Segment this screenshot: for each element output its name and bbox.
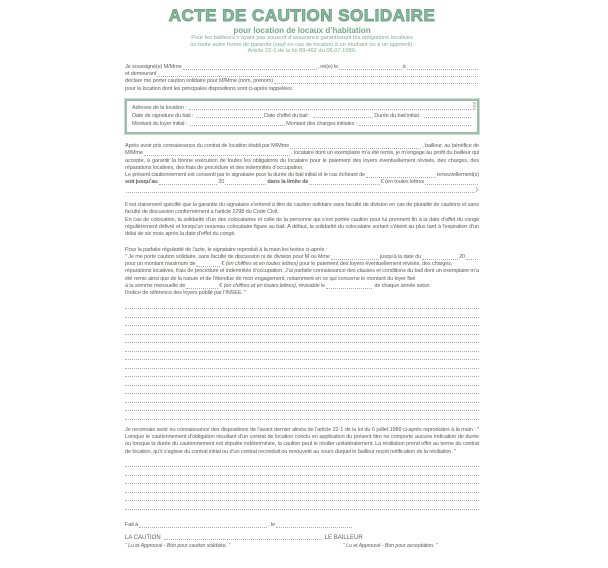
field-label: à	[402, 63, 406, 70]
text-run: En cas de colocation, la solidarité d’un des colocataires et celle de la personne qui s’est portée caution pour lui prennent fin à la date d’effet du congé régulièrement délivré et lorsqu’un nouveau colocataire figure au bail. A défaut, la solidarité du colocataire sortant s’éteint au plus tard à l’expiration d’un délai de six mois après la date d’effet du congé.	[125, 216, 479, 238]
ruled-line	[125, 501, 479, 510]
fill-in-dots	[126, 192, 475, 193]
fill-in-dots	[466, 259, 478, 260]
caution-approval-quote: " Lu et Approuvé - Bon pour caution solidaire. "	[125, 542, 231, 549]
signature-footer	[125, 522, 479, 549]
ruled-line	[125, 403, 479, 412]
text-block	[125, 202, 479, 217]
fill-in-line	[125, 261, 479, 268]
caution-label: LA CAUTION	[125, 535, 161, 542]
field-label: Date de signature du bail :	[132, 112, 195, 119]
text-block	[125, 247, 479, 254]
fill-in-dots	[407, 69, 478, 70]
text-block	[125, 86, 479, 93]
fill-in-line	[125, 187, 479, 194]
approval-quotes-row	[125, 543, 479, 549]
text-run: l’indice de référence des loyers publié par l’INSEE. "	[125, 290, 247, 297]
document-header	[125, 0, 479, 55]
fill-in-dots	[274, 83, 478, 84]
fill-in-dots	[339, 69, 402, 70]
fill-in-dots	[157, 76, 478, 77]
ruled-line	[125, 360, 479, 369]
field-label: à la somme mensuelle de	[125, 283, 186, 290]
fait-a-line	[125, 522, 479, 529]
field-label: , locataire dont un exemplaire m’a été remis, je m’engage au profit du bailleur qui	[291, 150, 479, 157]
fill-in-dots	[359, 125, 471, 126]
fill-in-dots	[290, 148, 421, 149]
document-title: ACTE DE CAUTION SOLIDAIRE	[168, 6, 436, 25]
form-reference-vertical: 804	[471, 101, 477, 111]
header-note-2: ou toute autre forme de garantie (sauf en cas de location à un étudiant ou à un apprenti).	[190, 41, 414, 48]
field-label: , né(e) le	[317, 63, 339, 70]
fill-in-dots	[190, 125, 286, 126]
engagement-paragraph	[125, 143, 479, 194]
field-label: € (en toutes lettres	[380, 179, 425, 186]
field-label: 20	[459, 253, 465, 260]
fill-in-dots	[331, 259, 379, 260]
lease-details-box	[125, 99, 479, 134]
field-label: M/Mme	[125, 150, 143, 157]
fill-in-line	[125, 172, 479, 179]
field-label: de chaque année selon	[373, 283, 430, 290]
fill-in-dots	[189, 109, 471, 110]
fill-in-dots	[196, 117, 263, 118]
field-label: " Je me porte caution solidaire, sans faculté de discussion ni de division pour M ou Mme	[125, 253, 330, 260]
field-label: Je soussigné(e) M/Mme	[125, 63, 182, 70]
field-label: Fait à	[125, 521, 139, 528]
fill-in-dots	[186, 288, 218, 289]
text-run: réparations locatives, frais de procédure et indemnités d’occupation. J’ai parfaite connaissance des clauses et conditions du bail dont un exemplaire m’a été remis ainsi que de la nature et de l’étendue de mon engagement, notamment en ce qui concerne le montant du loyer fixé	[125, 268, 479, 282]
intro-paragraph	[125, 64, 479, 93]
field-label: , le	[268, 521, 275, 528]
field-label: , bailleur, au bénéfice de	[422, 142, 479, 149]
field-label: déclare me porter caution solidaire pour M/Mme (nom, prénom)	[125, 78, 273, 85]
fill-in-dots	[422, 259, 458, 260]
fill-in-line	[125, 254, 479, 261]
ruled-line	[125, 394, 479, 403]
text-run: Il est clairement spécifié que la garantie du signataire s’entend à titre de caution solidaire sans faculté de division en cas de pluralité de cautions et sans faculté de discussion conformément à l’article 2298 du Code Civil.	[125, 202, 479, 216]
article-22-notice-paragraph	[125, 427, 479, 456]
field-label: , révisable le	[295, 283, 325, 290]
field-label: renouvellement(s)	[436, 172, 479, 179]
ruled-line	[125, 493, 479, 502]
fill-in-line	[125, 71, 479, 78]
ruled-line	[125, 326, 479, 335]
ruled-line	[125, 352, 479, 361]
field-label: Adresse de la location :	[132, 104, 188, 111]
ruled-line	[125, 309, 479, 318]
handwriting-area-1	[125, 301, 479, 420]
text-block	[125, 290, 479, 297]
fill-in-dots	[225, 184, 266, 185]
fill-in-line	[125, 179, 479, 186]
text-block	[125, 427, 479, 456]
fill-in-dots	[326, 288, 372, 289]
bailleur-approval-quote: " Lu et Approuvé - Bon pour acceptation. "	[343, 542, 438, 549]
header-note-3: Article 22-1 de la loi 89-462 du 06.07.1989.	[247, 48, 357, 55]
fill-in-line	[125, 150, 479, 157]
fill-in-dots	[309, 184, 379, 185]
fill-in-dots	[425, 184, 478, 185]
text-run: accepte, à garantir la bonne exécution de toutes les obligations du locataire pour le paiement des loyers éventuellement révisés, des charges, des réparations locatives, des frais de procédure et des indemnités d’occupation.	[125, 157, 479, 171]
fill-in-line	[125, 283, 479, 290]
fill-in-line	[132, 104, 472, 112]
fill-in-line	[125, 522, 479, 529]
fill-in-line	[132, 120, 472, 128]
field-label: pour le paiement des loyers éventuellement révisés, des charges,	[297, 261, 453, 268]
field-label: dans la limite de	[267, 179, 309, 186]
field-label: (en chiffres et en toutes lettres)	[225, 261, 298, 268]
fill-in-dots	[144, 155, 290, 156]
signature-labels-row	[125, 533, 479, 541]
ruled-line	[125, 476, 479, 485]
fill-in-line	[125, 143, 479, 150]
text-run: Pour la parfaite régularité de l’acte, le signataire reproduit à la main les textes ci-après :	[125, 246, 327, 253]
fill-in-dots	[183, 69, 317, 70]
text-block	[125, 217, 479, 239]
fill-in-dots	[313, 117, 374, 118]
ruled-line	[125, 459, 479, 468]
field-label: Montant du loyer initial :	[132, 120, 189, 127]
field-label: Date d’effet du bail :	[263, 112, 312, 119]
field-label: €	[221, 261, 226, 268]
fill-in-dots	[424, 117, 471, 118]
field-label: jusqu’à la date du	[379, 253, 422, 260]
ruled-line	[125, 335, 479, 344]
handwritten-text-paragraph	[125, 247, 479, 298]
field-label: soit jusqu’au	[125, 179, 158, 186]
signature-fill-dots	[164, 539, 322, 540]
ruled-line	[125, 377, 479, 386]
fill-in-dots	[196, 266, 220, 267]
ruled-line	[125, 343, 479, 352]
document-subtitle: pour location de locaux d’habitation	[233, 26, 371, 35]
header-note-1: Pour les bailleurs n’ayant pas souscrit d’assurance garantissant les obligations locatives	[191, 35, 413, 41]
fill-in-dots	[276, 527, 352, 528]
field-label: Après avoir pris connaissance du contrat de location établi par M/Mme	[125, 142, 290, 149]
bailleur-label: LE BAILLEUR	[324, 535, 363, 542]
field-label: et demeurant	[125, 71, 157, 78]
ruled-line	[125, 411, 479, 420]
text-run: pour la location dont les principales dispositions sont ci-après rappelées.	[125, 85, 294, 92]
field-label: Durée du bail initial :	[374, 112, 423, 119]
fill-in-line	[125, 64, 479, 71]
ruled-line	[125, 369, 479, 378]
fill-in-line	[132, 112, 472, 120]
ruled-line	[125, 467, 479, 476]
ruled-line	[125, 484, 479, 493]
field-label: €	[219, 283, 224, 290]
ruled-line	[125, 318, 479, 327]
text-block	[125, 158, 479, 173]
field-label: ).	[475, 186, 479, 193]
clauses-paragraph	[125, 202, 479, 238]
ruled-line	[125, 301, 479, 310]
handwriting-area-2	[125, 459, 479, 510]
text-block	[125, 268, 479, 283]
field-label: Le présent cautionnement est consenti par le signataire pour la durée du bail initial et le cas échéant de	[125, 172, 366, 179]
fill-in-line	[125, 78, 479, 85]
fill-in-dots	[159, 184, 218, 185]
field-label: Montant des charges initiales :	[286, 120, 359, 127]
field-label: (en chiffres et en toutes lettres)	[223, 283, 296, 290]
fill-in-dots	[139, 527, 267, 528]
ruled-line	[125, 386, 479, 395]
fill-in-dots	[366, 177, 436, 178]
field-label: pour un montant maximum de	[125, 261, 196, 268]
field-label: 20	[218, 179, 225, 186]
text-run: Je reconnais avoir eu connaissance des dispositions de l’avant dernier alinéa de l’article 22-1 de la loi du 6 juillet 1989 ci-après reproduites à la main : " Lorsque le cautionnement d’obligation résultant d’un contrat de location conclu en application du présent titre ne comporte aucune indication de durée ou lorsque la durée du cautionnement est stipulée indéterminée, la caution peut le résilier unilatéralement. La résiliation prend effet au terme du contrat de location, qu’il s’agisse du contrat initial ou d’un contrat reconduit ou renouvelé au cours duquel le bailleur reçoit notification de la résiliation. "	[125, 426, 479, 455]
